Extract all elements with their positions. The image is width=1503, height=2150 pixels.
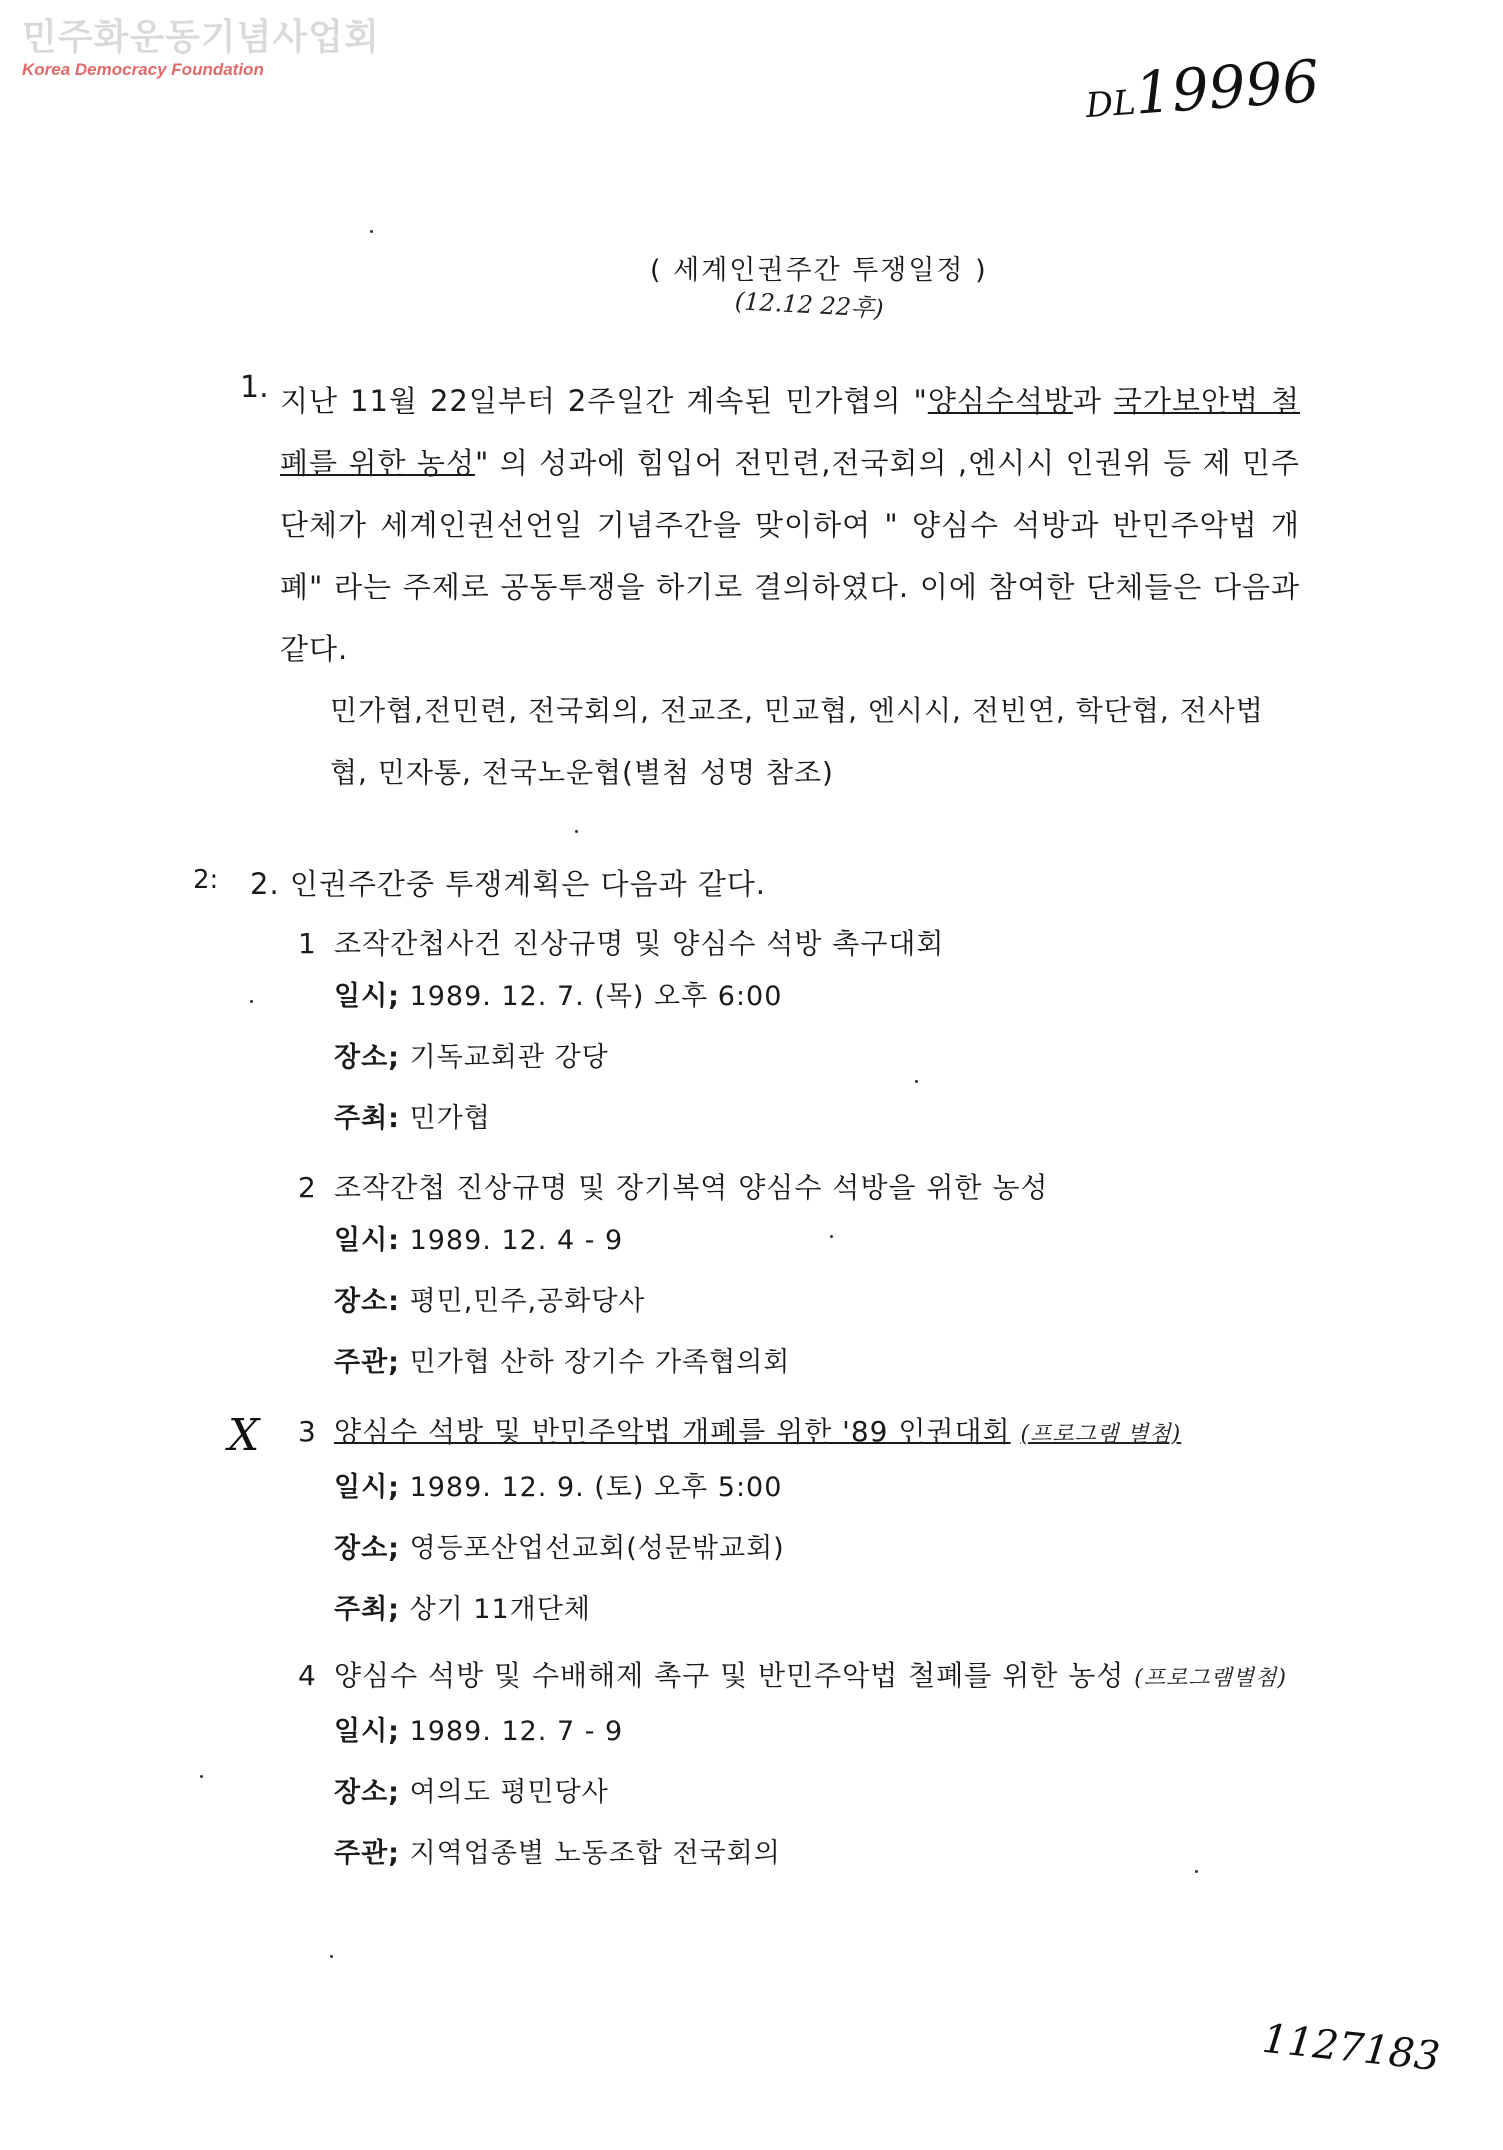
- date-label: 일시;: [334, 981, 400, 1012]
- event-title-text: 조작간첩사건 진상규명 및 양심수 석방 촉구대회: [334, 927, 945, 960]
- date-label: 일시;: [334, 1472, 400, 1503]
- event-organizer: [334, 1823, 1287, 1884]
- date-label: 일시:: [334, 1225, 400, 1256]
- place-value: 여의도 평민당사: [409, 1777, 609, 1808]
- section-1-text-c: " 의 성과에 힘입어 전민련,전국회의 ,엔시시 인권위 등 제 민주단체가 세계인권선언일 기념주간을 맞이하여 " 양심수 석방과 반민주악법 개폐" 라는 주제로 공동투쟁을 하기로 결의하였다. 이에 참여한 단체들은 다음과 같다.: [280, 446, 1301, 666]
- date-value: 1989. 12. 4 - 9: [409, 1225, 624, 1256]
- section-1: [240, 370, 1300, 804]
- organizer-label: 주최;: [334, 1594, 400, 1625]
- place-value: 평민,민주,공화당사: [409, 1286, 646, 1317]
- watermark-korean: 민주화운동기념사업회: [22, 17, 380, 58]
- page-number: 1127183: [1260, 2015, 1443, 2081]
- event-details: [334, 966, 944, 1149]
- event-place: [334, 1762, 1287, 1823]
- event-organizer: [334, 1088, 944, 1149]
- organizer-value: 지역업종별 노동조합 전국회의: [409, 1838, 781, 1869]
- org-list-line-1: 민가협,전민련, 전국회의, 전교조, 민교협, 엔시시, 전빈연, 학단협, 전사법: [330, 694, 1264, 727]
- date-label: 일시;: [334, 1716, 400, 1747]
- event-place: [334, 1271, 1048, 1332]
- scan-speck: [330, 1955, 333, 1958]
- event-place: [334, 1027, 944, 1088]
- event-2: [298, 1166, 1048, 1393]
- event-3: [298, 1410, 1181, 1640]
- place-label: 장소:: [334, 1286, 400, 1317]
- title-handwritten-note: (12.12 22후): [734, 287, 885, 323]
- document-id: [1083, 47, 1322, 131]
- event-date: [334, 966, 944, 1027]
- date-value: 1989. 12. 7 - 9: [409, 1716, 624, 1747]
- event-handwritten-note: (프로그램 별첨): [1020, 1422, 1182, 1447]
- event-details: [334, 1701, 1287, 1884]
- event-details: [334, 1210, 1048, 1393]
- organizer-value: 상기 11개단체: [409, 1594, 591, 1625]
- place-value: 기독교회관 강당: [409, 1042, 609, 1073]
- place-label: 장소;: [334, 1533, 400, 1564]
- section-1-text-a: 지난 11월 22일부터 2주일간 계속된 민가협의 ": [280, 384, 928, 418]
- event-title: [298, 922, 944, 966]
- organizer-label: 주관;: [334, 1838, 400, 1869]
- scan-speck: [915, 1080, 918, 1083]
- scan-speck: [250, 1000, 253, 1003]
- watermark-logo: [22, 18, 380, 80]
- org-list-line-2: 협, 민자통, 전국노운협(별첨 성명 참조): [330, 756, 834, 789]
- document-title: ( 세계인권주간 투쟁일정 ): [650, 255, 988, 286]
- scan-speck: [200, 1775, 203, 1778]
- event-details: [334, 1457, 1181, 1640]
- event-title-text: 조작간첩 진상규명 및 장기복역 양심수 석방을 위한 농성: [334, 1171, 1049, 1204]
- handwritten-margin-mark: X: [228, 1410, 260, 1461]
- event-date: [334, 1701, 1287, 1762]
- event-organizer: [334, 1332, 1048, 1393]
- event-date: [334, 1457, 1181, 1518]
- section-1-number: 1.: [240, 370, 269, 405]
- section-1-text-b: 과: [1072, 384, 1114, 418]
- event-number: 4: [298, 1659, 317, 1692]
- section-2-margin-number: 2:: [193, 865, 219, 895]
- event-title: [298, 1654, 1287, 1701]
- event-title: [298, 1166, 1048, 1210]
- organizer-value: 민가협 산하 장기수 가족협의회: [409, 1347, 791, 1378]
- place-value: 영등포산업선교회(성문밖교회): [409, 1533, 785, 1564]
- org-list: [330, 680, 1300, 804]
- place-label: 장소;: [334, 1777, 400, 1808]
- event-handwritten-note: (프로그램별첨): [1134, 1666, 1287, 1691]
- event-organizer: [334, 1579, 1181, 1640]
- organizer-value: 민가협: [409, 1103, 491, 1134]
- event-date: [334, 1210, 1048, 1271]
- document-id-prefix: DL: [1084, 82, 1138, 127]
- event-1: [298, 922, 944, 1149]
- scan-speck: [830, 1235, 833, 1238]
- event-title: [298, 1410, 1181, 1457]
- section-1-body: [280, 370, 1300, 680]
- scan-speck: [370, 230, 373, 233]
- date-value: 1989. 12. 7. (목) 오후 6:00: [409, 981, 783, 1012]
- event-place: [334, 1518, 1181, 1579]
- organizer-label: 주관;: [334, 1347, 400, 1378]
- event-4: [298, 1654, 1287, 1884]
- scan-speck: [1195, 1870, 1198, 1873]
- event-number: 3: [298, 1415, 317, 1448]
- scan-speck: [575, 830, 578, 833]
- event-number: 1: [298, 927, 317, 960]
- underlined-phrase-2: 국가보안법 철폐를 위한 농성: [280, 384, 1300, 480]
- document-id-number: 19996: [1132, 46, 1322, 128]
- section-2-title: 2. 인권주간중 투쟁계획은 다음과 같다.: [250, 867, 766, 901]
- underlined-phrase-1: 양심수석방: [927, 384, 1073, 418]
- organizer-label: 주최:: [334, 1103, 400, 1134]
- event-title-text: 양심수 석방 및 수배해제 촉구 및 반민주악법 철폐를 위한 농성: [334, 1659, 1125, 1692]
- watermark-english: Korea Democracy Foundation: [22, 60, 264, 79]
- date-value: 1989. 12. 9. (토) 오후 5:00: [409, 1472, 783, 1503]
- event-number: 2: [298, 1171, 317, 1204]
- event-title-text: 양심수 석방 및 반민주악법 개폐를 위한 '89 인권대회: [334, 1415, 1011, 1448]
- place-label: 장소;: [334, 1042, 400, 1073]
